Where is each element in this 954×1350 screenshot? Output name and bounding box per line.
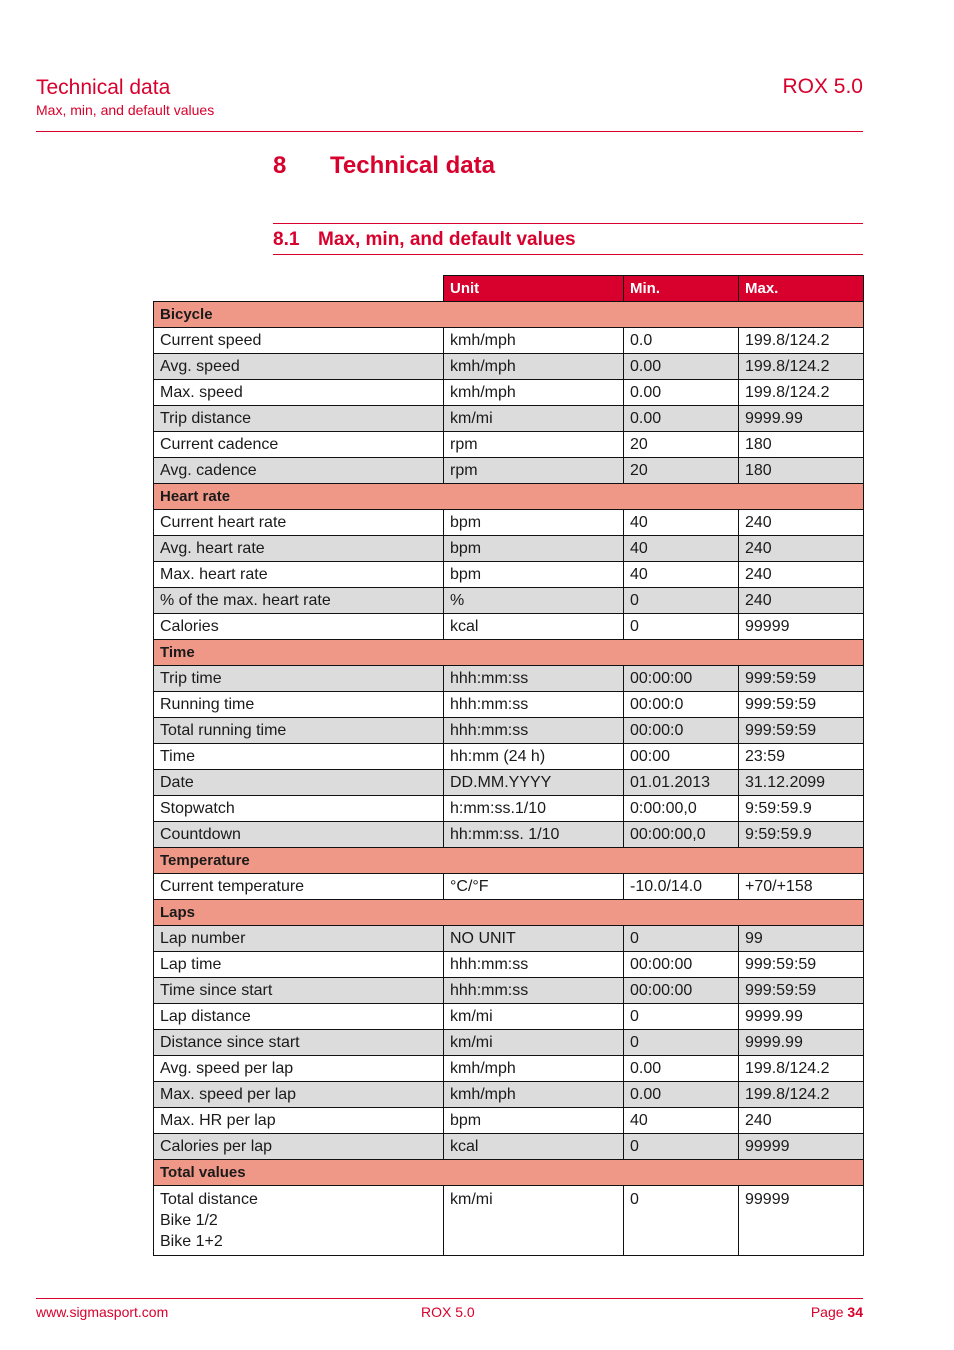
table-row [154,692,864,718]
cell-max: 99999 [739,614,864,640]
cell-unit: kmh/mph [444,1082,624,1108]
table-row [154,666,864,692]
table-row [154,1134,864,1160]
cell-parameter: Distance since start [154,1030,444,1056]
cell-min: 40 [624,510,739,536]
cell-unit: kcal [444,1134,624,1160]
cell-max: 240 [739,510,864,536]
cell-max: 99999 [739,1186,864,1256]
cell-max: 999:59:59 [739,718,864,744]
cell-min: 00:00:0 [624,692,739,718]
cell-unit: km/mi [444,1186,624,1256]
cell-unit: km/mi [444,1030,624,1056]
cell-unit: km/mi [444,1004,624,1030]
group-row [154,484,864,510]
cell-min: 0.00 [624,354,739,380]
table-row [154,432,864,458]
cell-unit: hhh:mm:ss [444,952,624,978]
cell-max: 199.8/124.2 [739,354,864,380]
column-header-min: Min. [624,276,739,302]
cell-max: 240 [739,1108,864,1134]
cell-min: 40 [624,1108,739,1134]
cell-min: 0 [624,1134,739,1160]
chapter-title: Technical data [330,152,495,179]
cell-parameter: Total distance Bike 1/2 Bike 1+2 [154,1186,444,1256]
cell-unit: DD.MM.YYYY [444,770,624,796]
cell-unit: kmh/mph [444,1056,624,1082]
cell-parameter: Total running time [154,718,444,744]
cell-unit: h:mm:ss.1/10 [444,796,624,822]
cell-parameter: Stopwatch [154,796,444,822]
cell-unit: rpm [444,432,624,458]
cell-min: 00:00:00 [624,666,739,692]
cell-parameter: Max. speed [154,380,444,406]
cell-unit: hh:mm:ss. 1/10 [444,822,624,848]
cell-parameter: Calories [154,614,444,640]
group-row [154,848,864,874]
cell-parameter: Lap number [154,926,444,952]
table-row [154,328,864,354]
cell-min: 00:00:00 [624,952,739,978]
group-row [154,1160,864,1186]
group-label: Temperature [154,848,864,874]
cell-parameter: Max. speed per lap [154,1082,444,1108]
cell-max: 199.8/124.2 [739,328,864,354]
table-row [154,1004,864,1030]
cell-parameter: Lap time [154,952,444,978]
table-row [154,510,864,536]
cell-unit: hhh:mm:ss [444,666,624,692]
cell-max: 23:59 [739,744,864,770]
cell-max: 9999.99 [739,1004,864,1030]
cell-max: 240 [739,536,864,562]
cell-min: 0:00:00,0 [624,796,739,822]
table-body [154,302,864,1256]
spec-table [153,275,864,1256]
cell-min: 40 [624,536,739,562]
cell-parameter: Current cadence [154,432,444,458]
cell-max: 240 [739,588,864,614]
cell-min: 0 [624,926,739,952]
chapter-number: 8 [273,152,287,179]
cell-min: 0 [624,1030,739,1056]
table-row [154,1108,864,1134]
cell-max: 99999 [739,1134,864,1160]
cell-unit: bpm [444,1108,624,1134]
table-row [154,926,864,952]
cell-min: 00:00:00,0 [624,822,739,848]
cell-min: 0.00 [624,406,739,432]
cell-min: 00:00 [624,744,739,770]
cell-min: 20 [624,458,739,484]
cell-parameter: % of the max. heart rate [154,588,444,614]
header-title: Technical data [36,76,171,99]
section-number: 8.1 [273,229,300,250]
footer-product: ROX 5.0 [421,1304,475,1320]
cell-parameter: Time since start [154,978,444,1004]
cell-max: 31.12.2099 [739,770,864,796]
cell-max: 9999.99 [739,1030,864,1056]
section-title: Max, min, and default values [318,229,576,250]
cell-unit: hh:mm (24 h) [444,744,624,770]
cell-min: 0 [624,1004,739,1030]
cell-unit: bpm [444,510,624,536]
cell-parameter: Current temperature [154,874,444,900]
cell-min: 0 [624,1186,739,1256]
cell-max: 999:59:59 [739,952,864,978]
cell-min: 0 [624,614,739,640]
cell-parameter: Max. HR per lap [154,1108,444,1134]
section-rule-bottom [273,254,863,255]
table-row [154,406,864,432]
cell-unit: bpm [444,562,624,588]
header-product: ROX 5.0 [782,75,863,98]
cell-max: 240 [739,562,864,588]
table-row [154,718,864,744]
footer-page [811,1304,863,1320]
cell-unit: hhh:mm:ss [444,718,624,744]
cell-parameter: Running time [154,692,444,718]
cell-parameter: Avg. cadence [154,458,444,484]
group-row [154,302,864,328]
footer-divider [36,1298,863,1299]
cell-min: 0 [624,588,739,614]
cell-parameter: Avg. speed [154,354,444,380]
cell-min: 00:00:00 [624,978,739,1004]
table-row [154,796,864,822]
header-blank-cell [154,276,444,302]
cell-min: 20 [624,432,739,458]
cell-parameter: Max. heart rate [154,562,444,588]
table-row [154,1082,864,1108]
group-label: Total values [154,1160,864,1186]
cell-max: 199.8/124.2 [739,380,864,406]
cell-max: 999:59:59 [739,666,864,692]
table-row [154,978,864,1004]
cell-max: 99 [739,926,864,952]
column-header-unit: Unit [444,276,624,302]
table-row [154,588,864,614]
cell-parameter: Current heart rate [154,510,444,536]
table-row [154,458,864,484]
cell-unit: kmh/mph [444,380,624,406]
cell-parameter: Date [154,770,444,796]
table-row [154,952,864,978]
cell-min: 01.01.2013 [624,770,739,796]
cell-max: 9:59:59.9 [739,796,864,822]
cell-parameter: Avg. speed per lap [154,1056,444,1082]
cell-unit: kcal [444,614,624,640]
section-rule-top [273,223,863,224]
table-row [154,354,864,380]
cell-unit: bpm [444,536,624,562]
table-row [154,1186,864,1256]
cell-unit: hhh:mm:ss [444,692,624,718]
cell-unit: kmh/mph [444,354,624,380]
cell-parameter: Countdown [154,822,444,848]
cell-unit: kmh/mph [444,328,624,354]
footer-page-label: Page [810,1304,844,1320]
cell-parameter: Time [154,744,444,770]
group-label: Heart rate [154,484,864,510]
table-header-row [154,276,864,302]
cell-parameter: Avg. heart rate [154,536,444,562]
group-row [154,640,864,666]
header-subtitle: Max, min, and default values [36,102,215,118]
cell-unit: km/mi [444,406,624,432]
header-divider [36,131,863,132]
table-row [154,874,864,900]
cell-max: 999:59:59 [739,978,864,1004]
cell-unit: °C/°F [444,874,624,900]
cell-max: 999:59:59 [739,692,864,718]
cell-max: +70/+158 [739,874,864,900]
cell-parameter: Lap distance [154,1004,444,1030]
cell-unit: rpm [444,458,624,484]
footer-page-number: 34 [847,1304,863,1320]
cell-max: 199.8/124.2 [739,1082,864,1108]
cell-unit: hhh:mm:ss [444,978,624,1004]
cell-min: 0.00 [624,1082,739,1108]
table-row [154,744,864,770]
table-row [154,562,864,588]
cell-max: 199.8/124.2 [739,1056,864,1082]
table-row [154,1056,864,1082]
cell-parameter: Calories per lap [154,1134,444,1160]
group-label: Laps [154,900,864,926]
cell-unit: NO UNIT [444,926,624,952]
group-row [154,900,864,926]
cell-min: 0.0 [624,328,739,354]
cell-max: 9999.99 [739,406,864,432]
table-row [154,822,864,848]
cell-min: 0.00 [624,380,739,406]
cell-max: 180 [739,458,864,484]
cell-unit: % [444,588,624,614]
cell-parameter: Trip time [154,666,444,692]
table-row [154,1030,864,1056]
cell-parameter: Trip distance [154,406,444,432]
cell-min: -10.0/14.0 [624,874,739,900]
group-label: Time [154,640,864,666]
cell-min: 00:00:0 [624,718,739,744]
table-row [154,770,864,796]
table-row [154,614,864,640]
group-label: Bicycle [154,302,864,328]
footer-url: www.sigmasport.com [36,1304,169,1320]
cell-parameter: Current speed [154,328,444,354]
column-header-max: Max. [739,276,864,302]
cell-min: 0.00 [624,1056,739,1082]
cell-max: 9:59:59.9 [739,822,864,848]
cell-min: 40 [624,562,739,588]
table-row [154,536,864,562]
cell-max: 180 [739,432,864,458]
table-row [154,380,864,406]
